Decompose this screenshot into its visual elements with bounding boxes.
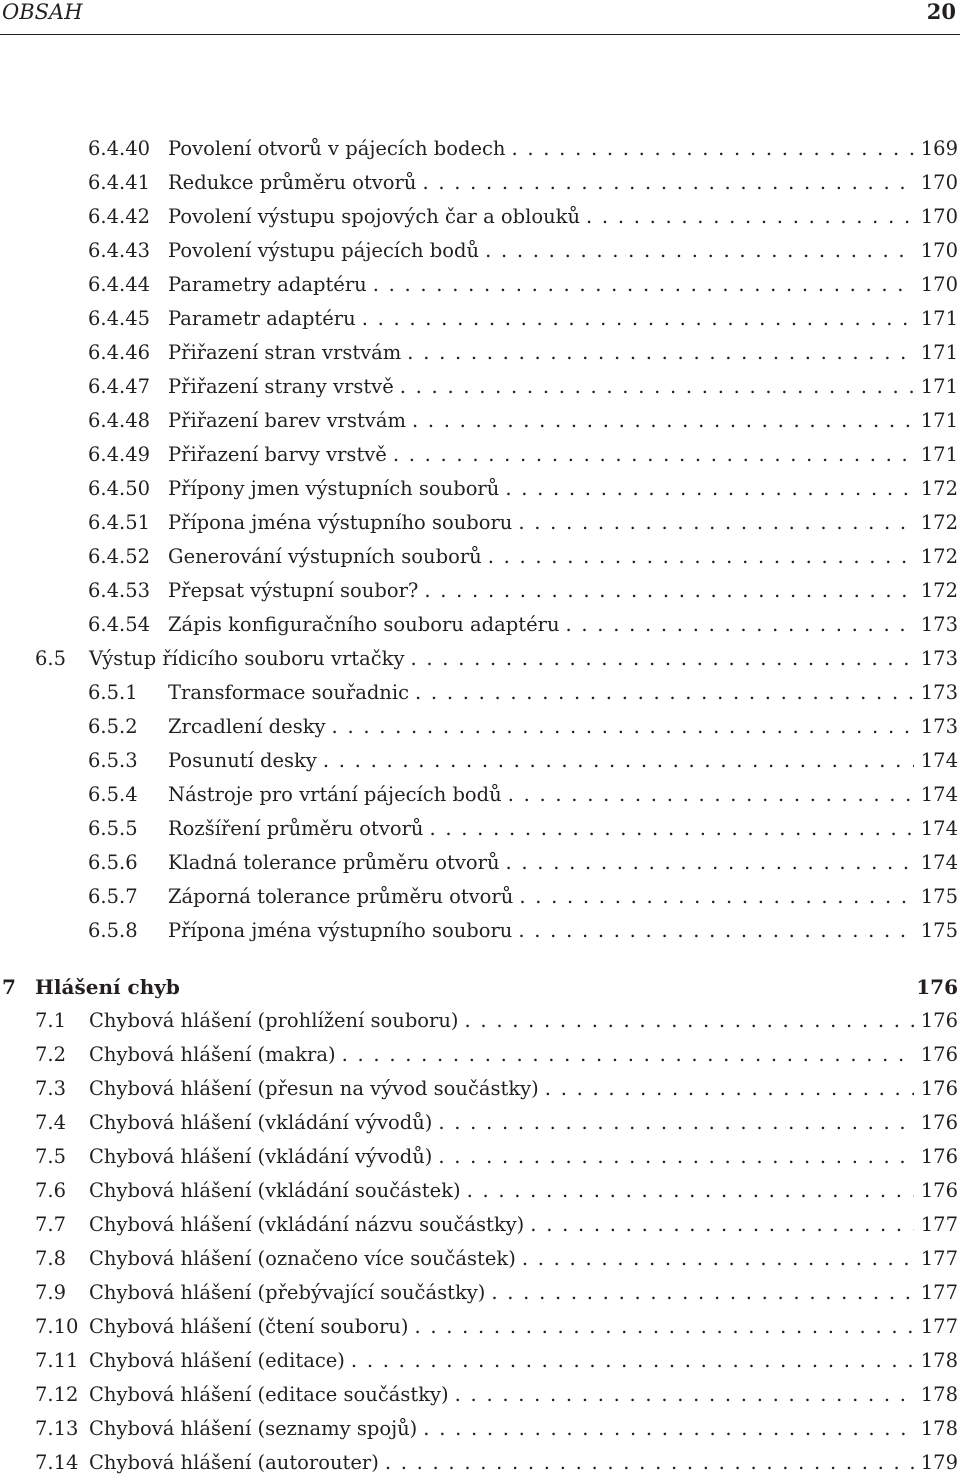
- entry-number: 7.11: [35, 1349, 79, 1372]
- dot-leader: [522, 1244, 914, 1274]
- entry-page-number: 170: [920, 171, 958, 194]
- entry-title: Přípony jmen výstupních souborů: [168, 477, 500, 500]
- entry-number: 7.5: [35, 1145, 67, 1168]
- toc-entry[interactable]: [0, 1108, 958, 1138]
- dot-leader: [508, 780, 914, 810]
- entry-page-number: 177: [920, 1315, 958, 1338]
- page-header: [0, 0, 960, 34]
- dot-leader: [373, 270, 914, 300]
- dot-leader: [518, 508, 914, 538]
- toc-entry[interactable]: [0, 202, 958, 232]
- entry-page-number: 173: [920, 715, 958, 738]
- dot-leader: [586, 202, 914, 232]
- entry-page-number: 171: [920, 443, 958, 466]
- entry-title: Hlášení chyb: [35, 975, 180, 999]
- entry-number: 6.4.52: [88, 545, 151, 568]
- toc-entry[interactable]: [0, 474, 958, 504]
- entry-number: 6.4.45: [88, 307, 151, 330]
- entry-title: Výstup řídicího souboru vrtačky: [89, 647, 405, 670]
- entry-number: 6.4.48: [88, 409, 151, 432]
- toc-entry[interactable]: [0, 1244, 958, 1274]
- dot-leader: [488, 542, 914, 572]
- dot-leader: [491, 1278, 914, 1308]
- entry-number: 7.10: [35, 1315, 79, 1338]
- dot-leader: [530, 1210, 914, 1240]
- toc-entry[interactable]: [0, 1346, 958, 1376]
- dot-leader: [519, 882, 914, 912]
- entry-title: Přepsat výstupní soubor?: [168, 579, 419, 602]
- entry-number: 6.4.44: [88, 273, 151, 296]
- entry-page-number: 176: [920, 1111, 958, 1134]
- entry-page-number: 176: [920, 1145, 958, 1168]
- dot-leader: [518, 916, 914, 946]
- entry-number: 6.4.51: [88, 511, 151, 534]
- entry-number: 6.5.5: [88, 817, 138, 840]
- toc-entry[interactable]: [0, 1278, 958, 1308]
- dot-leader: [415, 678, 914, 708]
- dot-leader: [323, 746, 914, 776]
- entry-page-number: 178: [920, 1383, 958, 1406]
- entry-page-number: 174: [920, 783, 958, 806]
- entry-title: Rozšíření průměru otvorů: [168, 817, 424, 840]
- entry-page-number: 172: [920, 545, 958, 568]
- entry-number: 7.8: [35, 1247, 67, 1270]
- entry-number: 7.6: [35, 1179, 67, 1202]
- dot-leader: [566, 610, 914, 640]
- dot-leader: [411, 644, 915, 674]
- entry-number: 7.2: [35, 1043, 67, 1066]
- entry-number: 7.1: [35, 1009, 67, 1032]
- entry-number: 7.4: [35, 1111, 67, 1134]
- toc-entry[interactable]: [0, 644, 958, 674]
- dot-leader: [422, 168, 914, 198]
- toc-entry[interactable]: [0, 1210, 958, 1240]
- dot-leader: [505, 474, 914, 504]
- dot-leader: [438, 1142, 914, 1172]
- entry-page-number: 177: [920, 1247, 958, 1270]
- entry-number: 7: [2, 975, 16, 999]
- toc-entry[interactable]: [0, 406, 958, 436]
- entry-title: Transformace souřadnic: [168, 681, 410, 704]
- entry-page-number: 172: [920, 511, 958, 534]
- dot-leader: [485, 236, 914, 266]
- entry-number: 7.13: [35, 1417, 79, 1440]
- entry-title: Chybová hlášení (seznamy spojů): [89, 1417, 418, 1440]
- dot-leader: [465, 1006, 914, 1036]
- entry-number: 7.3: [35, 1077, 67, 1100]
- entry-page-number: 171: [920, 307, 958, 330]
- entry-page-number: 177: [920, 1281, 958, 1304]
- entry-number: 6.4.53: [88, 579, 151, 602]
- entry-page-number: 173: [920, 681, 958, 704]
- dot-leader: [423, 1414, 914, 1444]
- entry-title: Zrcadlení desky: [168, 715, 326, 738]
- entry-title: Záporná tolerance průměru otvorů: [168, 885, 514, 908]
- dot-leader: [414, 1312, 914, 1342]
- entry-title: Chybová hlášení (přebývající součástky): [89, 1281, 486, 1304]
- toc-entry[interactable]: [0, 440, 958, 470]
- entry-page-number: 176: [920, 1043, 958, 1066]
- entry-page-number: 178: [920, 1417, 958, 1440]
- entry-page-number: 176: [916, 975, 958, 999]
- toc-chapter-entry[interactable]: [0, 972, 958, 1002]
- entry-title: Parametr adaptéru: [168, 307, 356, 330]
- dot-leader: [362, 304, 914, 334]
- page-number: 20: [926, 0, 956, 24]
- entry-title: Přiřazení stran vrstvám: [168, 341, 402, 364]
- dot-leader: [545, 1074, 914, 1104]
- dot-leader: [424, 576, 914, 606]
- dot-leader: [332, 712, 914, 742]
- toc-entry[interactable]: [0, 1074, 958, 1104]
- entry-title: Posunutí desky: [168, 749, 317, 772]
- entry-title: Chybová hlášení (označeno více součástek): [89, 1247, 516, 1270]
- entry-number: 6.4.42: [88, 205, 151, 228]
- entry-title: Povolení otvorů v pájecích bodech: [168, 137, 506, 160]
- entry-page-number: 170: [920, 205, 958, 228]
- entry-page-number: 173: [920, 647, 958, 670]
- toc-entry[interactable]: [0, 712, 958, 742]
- entry-page-number: 174: [920, 817, 958, 840]
- entry-title: Zápis konfiguračního souboru adaptéru: [168, 613, 560, 636]
- dot-leader: [351, 1346, 914, 1376]
- entry-page-number: 170: [920, 239, 958, 262]
- entry-number: 6.4.54: [88, 613, 151, 636]
- entry-title: Chybová hlášení (makra): [89, 1043, 336, 1066]
- toc-entry[interactable]: [0, 236, 958, 266]
- entry-title: Parametry adaptéru: [168, 273, 367, 296]
- dot-leader: [506, 848, 915, 878]
- entry-title: Chybová hlášení (čtení souboru): [89, 1315, 409, 1338]
- dot-leader: [393, 440, 914, 470]
- toc-entry[interactable]: [0, 848, 958, 878]
- entry-title: Chybová hlášení (vkládání součástek): [89, 1179, 461, 1202]
- dot-leader: [400, 372, 914, 402]
- toc-entry[interactable]: [0, 814, 958, 844]
- header-rule: [0, 34, 960, 35]
- entry-title: Chybová hlášení (editace): [89, 1349, 345, 1372]
- entry-number: 6.4.50: [88, 477, 151, 500]
- entry-title: Nástroje pro vrtání pájecích bodů: [168, 783, 502, 806]
- entry-page-number: 172: [920, 477, 958, 500]
- entry-number: 6.4.46: [88, 341, 151, 364]
- entry-number: 6.5.4: [88, 783, 138, 806]
- toc-entry[interactable]: [0, 270, 958, 300]
- entry-title: Kladná tolerance průměru otvorů: [168, 851, 500, 874]
- entry-page-number: 179: [920, 1451, 958, 1474]
- toc-entry[interactable]: [0, 1142, 958, 1172]
- dot-leader: [467, 1176, 914, 1206]
- entry-title: Chybová hlášení (prohlížení souboru): [89, 1009, 459, 1032]
- entry-number: 6.5.1: [88, 681, 138, 704]
- toc-entry[interactable]: [0, 304, 958, 334]
- entry-number: 6.4.49: [88, 443, 151, 466]
- toc-entry[interactable]: [0, 576, 958, 606]
- entry-title: Přípona jména výstupního souboru: [168, 919, 513, 942]
- entry-number: 6.4.43: [88, 239, 151, 262]
- toc-entry[interactable]: [0, 1006, 958, 1036]
- toc-entry[interactable]: [0, 1312, 958, 1342]
- entry-number: 6.5.8: [88, 919, 138, 942]
- toc-entry[interactable]: [0, 542, 958, 572]
- entry-title: Chybová hlášení (editace součástky): [89, 1383, 449, 1406]
- dot-leader: [342, 1040, 914, 1070]
- toc-entry[interactable]: [0, 746, 958, 776]
- entry-page-number: 172: [920, 579, 958, 602]
- toc-entry[interactable]: [0, 882, 958, 912]
- toc-entry[interactable]: [0, 780, 958, 810]
- entry-page-number: 173: [920, 613, 958, 636]
- entry-page-number: 175: [920, 919, 958, 942]
- entry-title: Přípona jména výstupního souboru: [168, 511, 513, 534]
- entry-title: Chybová hlášení (autorouter): [89, 1451, 379, 1474]
- entry-number: 6.4.40: [88, 137, 151, 160]
- entry-title: Povolení výstupu pájecích bodů: [168, 239, 480, 262]
- dot-leader: [438, 1108, 914, 1138]
- dot-leader: [412, 406, 914, 436]
- toc-entry[interactable]: [0, 168, 958, 198]
- toc-entry[interactable]: [0, 916, 958, 946]
- entry-page-number: 174: [920, 749, 958, 772]
- entry-page-number: 178: [920, 1349, 958, 1372]
- entry-number: 7.9: [35, 1281, 67, 1304]
- running-head-title: OBSAH: [2, 0, 83, 24]
- dot-leader: [511, 134, 914, 164]
- toc-entry[interactable]: [0, 610, 958, 640]
- entry-title: Přiřazení barev vrstvám: [168, 409, 406, 432]
- toc-entry[interactable]: [0, 372, 958, 402]
- entry-page-number: 174: [920, 851, 958, 874]
- entry-title: Generování výstupních souborů: [168, 545, 482, 568]
- entry-page-number: 171: [920, 341, 958, 364]
- entry-number: 7.12: [35, 1383, 79, 1406]
- entry-number: 7.7: [35, 1213, 67, 1236]
- entry-number: 6.5: [35, 647, 67, 670]
- entry-page-number: 171: [920, 409, 958, 432]
- toc-entry[interactable]: [0, 1176, 958, 1206]
- entry-number: 6.5.2: [88, 715, 138, 738]
- entry-number: 7.14: [35, 1451, 79, 1474]
- entry-page-number: 175: [920, 885, 958, 908]
- entry-title: Chybová hlášení (vkládání vývodů): [89, 1145, 433, 1168]
- dot-leader: [429, 814, 914, 844]
- entry-title: Chybová hlášení (vkládání názvu součástky): [89, 1213, 525, 1236]
- entry-page-number: 169: [920, 137, 958, 160]
- entry-page-number: 177: [920, 1213, 958, 1236]
- entry-title: Povolení výstupu spojových čar a oblouků: [168, 205, 581, 228]
- entry-title: Chybová hlášení (vkládání vývodů): [89, 1111, 433, 1134]
- entry-number: 6.5.7: [88, 885, 138, 908]
- entry-title: Přiřazení barvy vrstvě: [168, 443, 387, 466]
- entry-title: Přiřazení strany vrstvě: [168, 375, 394, 398]
- dot-leader: [455, 1380, 914, 1410]
- toc-entry[interactable]: [0, 1414, 958, 1444]
- toc-entry[interactable]: [0, 1040, 958, 1070]
- toc-entry[interactable]: [0, 134, 958, 164]
- toc-entry[interactable]: [0, 678, 958, 708]
- entry-page-number: 176: [920, 1179, 958, 1202]
- entry-number: 6.5.3: [88, 749, 138, 772]
- entry-page-number: 176: [920, 1077, 958, 1100]
- dot-leader: [407, 338, 914, 368]
- entry-page-number: 171: [920, 375, 958, 398]
- toc-entry[interactable]: [0, 338, 958, 368]
- entry-number: 6.4.41: [88, 171, 151, 194]
- entry-number: 6.5.6: [88, 851, 138, 874]
- entry-number: 6.4.47: [88, 375, 151, 398]
- entry-page-number: 170: [920, 273, 958, 296]
- entry-title: Redukce průměru otvorů: [168, 171, 417, 194]
- entry-page-number: 176: [920, 1009, 958, 1032]
- toc-entry[interactable]: [0, 508, 958, 538]
- toc-entry[interactable]: [0, 1380, 958, 1410]
- entry-title: Chybová hlášení (přesun na vývod součástky): [89, 1077, 539, 1100]
